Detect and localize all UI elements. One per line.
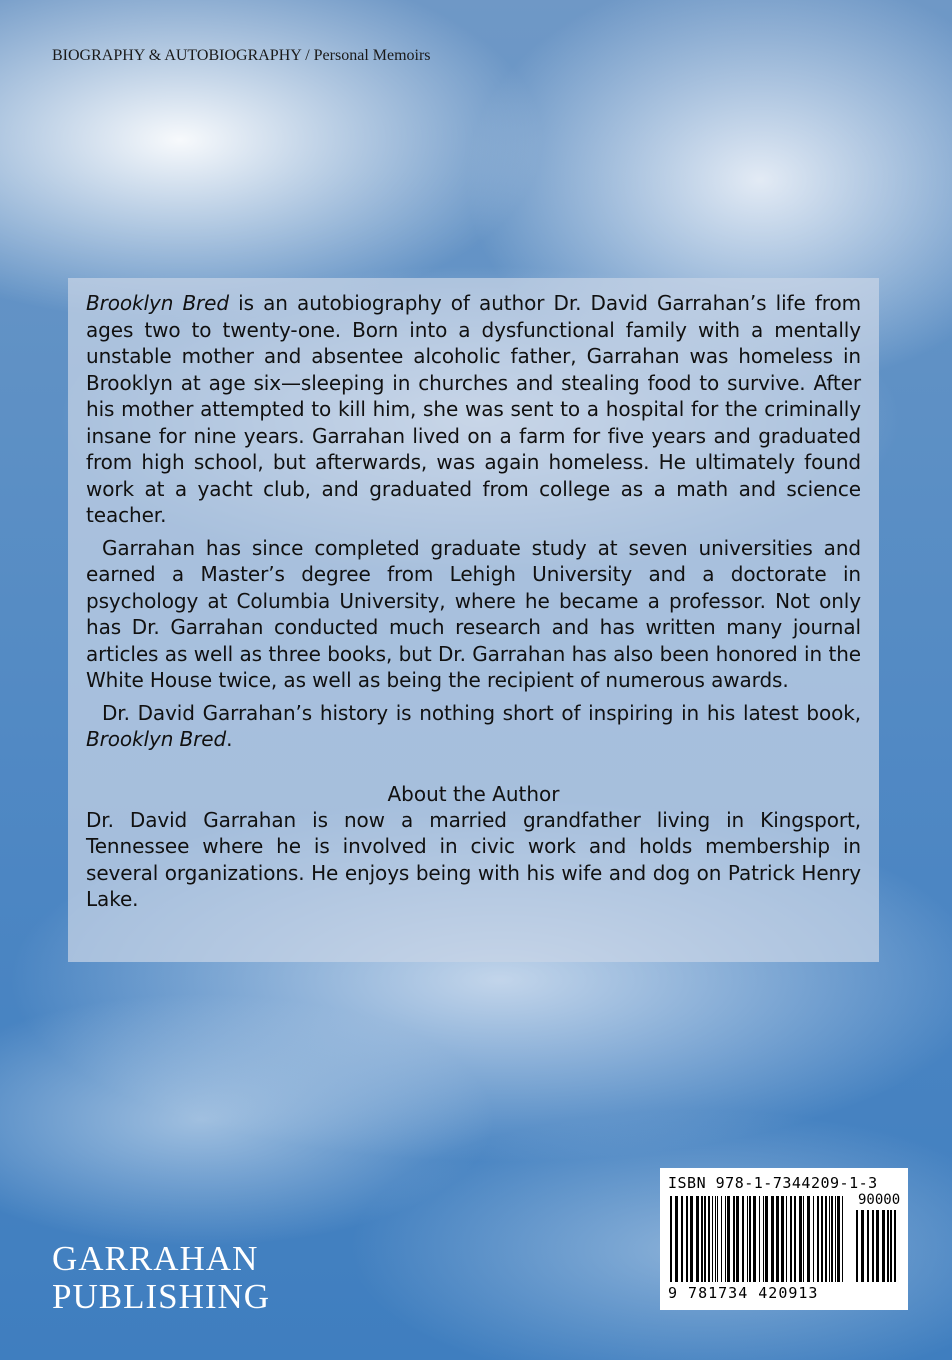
barcode-bar [727,1196,730,1282]
barcode-bar [747,1196,748,1282]
barcode-bar [686,1196,688,1282]
barcode-bar [670,1196,672,1282]
period: . [226,727,233,751]
barcode-bar [813,1196,814,1282]
barcode-bar [725,1196,726,1282]
barcode-bar [759,1196,760,1282]
barcode-bar [721,1196,722,1282]
barcode-bar [803,1196,804,1282]
barcode-bar [733,1196,735,1282]
ean-digits: 9 781734 420913 [668,1284,819,1302]
barcode-bar [708,1196,710,1282]
barcode-bar [765,1196,768,1282]
barcode-bar [894,1210,896,1282]
barcode-bar [837,1196,840,1282]
blurb-text: Dr. David Garrahan’s history is nothing short of inspiring in his latest book, [102,700,861,725]
barcode-bar [829,1196,830,1282]
barcode-bar [890,1210,892,1282]
publisher-name-line1: GARRAHAN [52,1239,259,1278]
publisher-logo [52,1240,270,1316]
about-author-heading: About the Author [387,781,560,806]
barcode-bar [825,1196,827,1282]
category-label: BIOGRAPHY & AUTOBIOGRAPHY / Personal Memoirs [52,47,431,64]
blurb-paragraph-1 [86,290,861,529]
barcode-bar [675,1196,678,1282]
barcode-bar [736,1196,739,1282]
barcode-bar [799,1196,802,1282]
barcode-bar [867,1210,869,1282]
price-code: 90000 [858,1192,901,1208]
ean-barcode-bars [668,1196,846,1282]
addon-barcode-bars [854,1210,898,1282]
barcode-bar [681,1196,683,1282]
blurb-text: is an autobiography of author Dr. David Garrahan’s life from ages two to twenty-one. Born into a dysfunctional family with a mentally unstable mother and absentee alcoholic father, Garrahan was homeless in Brooklyn at age six—sleeping in churches and stealing food to survive. After his mother attempted to kill him, she was sent to a hospital for the criminally insane for nine years. Garrahan lived on a farm for five years and graduated from high school, but afterwards, was again homeless. He ultimately found work at a yacht club, and graduated from college as a math and science teacher. [86,291,862,527]
barcode-bar [876,1210,879,1282]
barcode-bar [831,1196,833,1282]
barcode-bar [781,1196,784,1282]
barcode-bar [794,1196,796,1282]
blurb-paragraph-3 [86,700,861,753]
book-title: Brooklyn Bred [86,727,227,751]
isbn-barcode [660,1168,908,1310]
barcode-bar [776,1196,779,1282]
book-title: Brooklyn Bred [86,291,229,315]
barcode-bar [835,1196,836,1282]
barcode-bar [717,1196,718,1282]
barcode-bar [696,1196,699,1282]
barcode-bar [763,1196,764,1282]
barcode-bar [856,1210,858,1282]
barcode-bar [887,1210,889,1282]
barcode-bar [712,1196,713,1282]
barcode-bar [817,1196,819,1282]
isbn-number: ISBN 978-1-7344209-1-3 [668,1174,878,1192]
barcode-bar [786,1196,787,1282]
blurb-paragraph-2: Garrahan has since completed graduate study at seven universities and earned a Master’s degree from Lehigh University and a doctorate in psychology at Columbia University, where he became a professor. Not only has Dr. Garrahan conducted much research and has written many journal articles as well as three books, but Dr. Garrahan has also been honored in the White House twice, as well as being the recipient of numerous awards. [86,535,861,692]
barcode-bar [807,1196,810,1282]
barcode-bar [771,1196,774,1282]
barcode-bar [742,1196,744,1282]
barcode-bar [821,1196,823,1282]
barcode-bar [882,1210,885,1282]
barcode-bar [715,1196,716,1282]
barcode-bar [842,1196,843,1282]
description-panel [68,278,879,962]
barcode-bar [749,1196,751,1282]
barcode-bar [690,1196,693,1282]
publisher-name-line2: PUBLISHING [52,1277,271,1316]
about-author-text: Dr. David Garrahan is now a married grandfather living in Kingsport, Tennessee where he is involved in civic work and holds membership in several organizations. He enjoys being with his wife and dog on Patrick Henry Lake. [86,807,861,911]
barcode-bar [701,1196,703,1282]
barcode-bar [861,1210,864,1282]
barcode-bar [790,1196,792,1282]
barcode-bar [872,1210,874,1282]
barcode-bar [704,1196,706,1282]
barcode-bar [753,1196,756,1282]
